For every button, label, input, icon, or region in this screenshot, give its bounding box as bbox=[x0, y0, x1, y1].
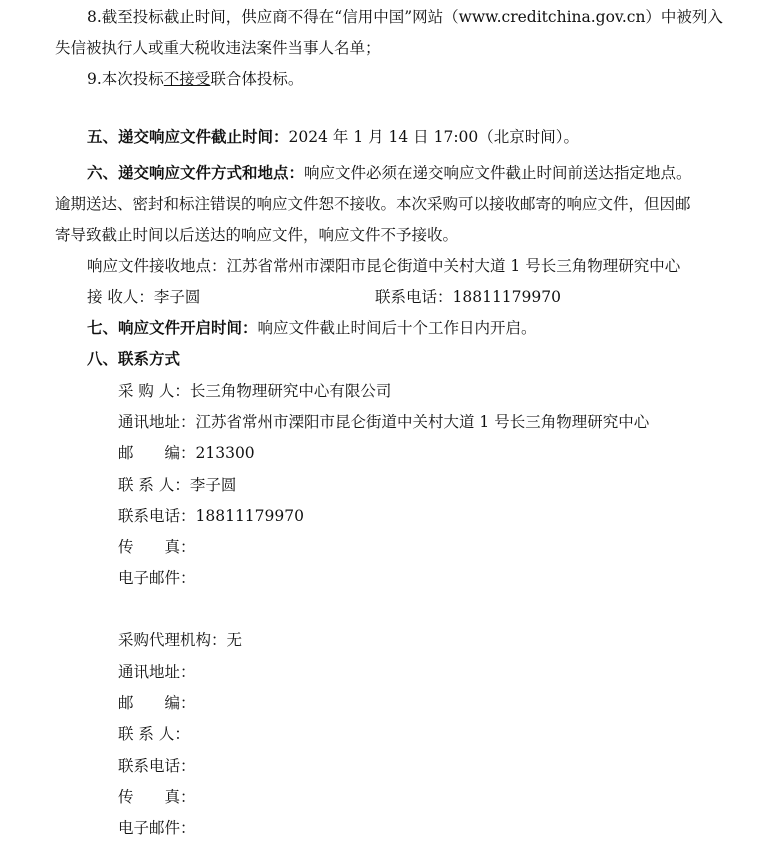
item9-suffix: 联合体投标。 bbox=[210, 70, 304, 88]
section6-line1 bbox=[87, 163, 692, 183]
section5-heading: 五、递交响应文件截止时间： bbox=[87, 128, 289, 146]
section6-text: 响应文件必须在递交响应文件截止时间前送达指定地点。 bbox=[304, 164, 692, 182]
agent-line: 联 系 人： bbox=[118, 725, 190, 743]
section7-heading: 七、响应文件开启时间： bbox=[87, 319, 258, 337]
buyer-line: 联系电话：18811179970 bbox=[118, 507, 304, 525]
section6-heading: 六、递交响应文件方式和地点： bbox=[87, 164, 305, 182]
section8-heading bbox=[87, 349, 180, 369]
item9-underlined: 不接受 bbox=[163, 70, 211, 88]
section5-text: 2024 年 1 月 14 日 17:00（北京时间）。 bbox=[288, 128, 580, 146]
agent-line: 联系电话： bbox=[118, 757, 196, 775]
section5 bbox=[87, 127, 579, 147]
agent-line: 传 真： bbox=[118, 788, 196, 806]
section6-line3: 寄导致截止时间以后送达的响应文件，响应文件不予接收。 bbox=[55, 226, 459, 244]
item9-prefix: 9.本次投标 bbox=[87, 70, 164, 88]
buyer-line: 传 真： bbox=[118, 538, 196, 556]
section7 bbox=[87, 318, 537, 338]
buyer-line: 通讯地址：江苏省常州市溧阳市昆仑街道中关村大道 1 号长三角物理研究中心 bbox=[118, 413, 650, 431]
buyer-line: 电子邮件： bbox=[118, 569, 196, 587]
agent-line: 采购代理机构：无 bbox=[118, 631, 243, 649]
item8-line2: 失信被执行人或重大税收违法案件当事人名单； bbox=[55, 39, 381, 57]
item8-line1: 8.截至投标截止时间，供应商不得在“信用中国”网站（www.creditchina.gov.cn）中被列入 bbox=[87, 8, 723, 26]
item9 bbox=[87, 69, 303, 89]
section8-heading-text: 八、联系方式 bbox=[87, 350, 181, 368]
section6-phone: 联系电话：18811179970 bbox=[375, 288, 561, 306]
buyer-line: 邮 编：213300 bbox=[118, 444, 255, 462]
section6-address: 响应文件接收地点：江苏省常州市溧阳市昆仑街道中关村大道 1 号长三角物理研究中心 bbox=[87, 257, 681, 275]
agent-line: 邮 编： bbox=[118, 694, 196, 712]
agent-line: 电子邮件： bbox=[118, 819, 196, 837]
buyer-line: 联 系 人：李子圆 bbox=[118, 476, 237, 494]
section6-receiver: 接 收人：李子圆 bbox=[87, 288, 201, 306]
agent-line: 通讯地址： bbox=[118, 663, 196, 681]
section7-text: 响应文件截止时间后十个工作日内开启。 bbox=[257, 319, 537, 337]
buyer-line: 采 购 人：长三角物理研究中心有限公司 bbox=[118, 382, 392, 400]
section6-line2: 逾期送达、密封和标注错误的响应文件恕不接收。本次采购可以接收邮寄的响应文件，但因邮 bbox=[55, 195, 691, 213]
